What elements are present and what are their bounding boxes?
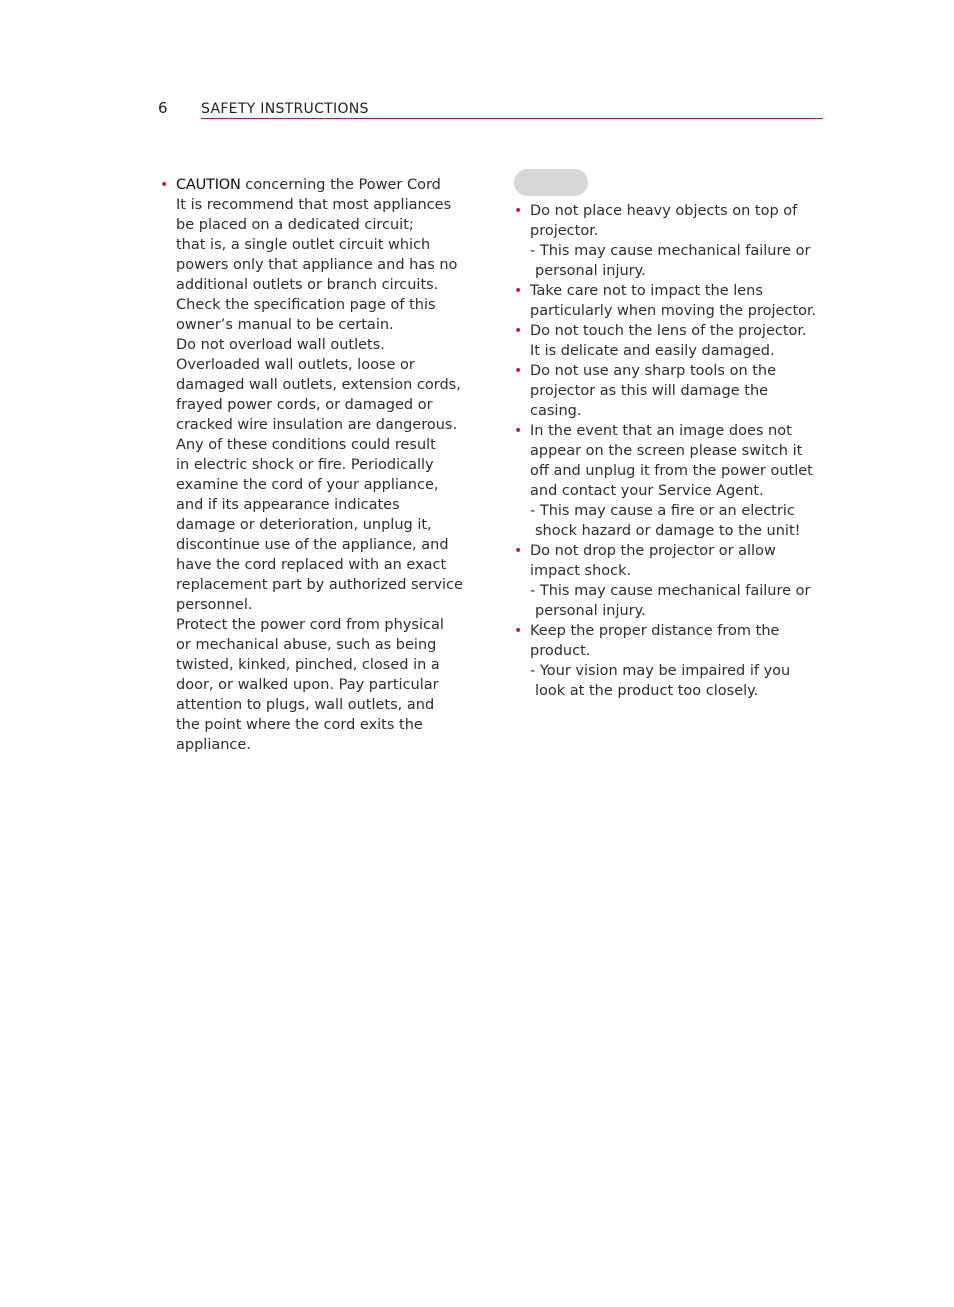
caution-line: attention to plugs, wall outlets, and — [176, 697, 435, 713]
bullet-line: particularly when moving the projector. — [530, 303, 817, 319]
caution-line: have the cord replaced with an exact — [176, 557, 447, 573]
caution-bullet-item — [160, 175, 463, 755]
page-number: 6 — [158, 99, 168, 117]
bullet-line: projector as this will damage the — [530, 383, 769, 399]
bullet-line: Take care not to impact the lens — [530, 283, 763, 299]
bullet-sub-line: - This may cause a fire or an electric — [530, 503, 795, 519]
caution-line: be placed on a dedicated circuit; — [176, 217, 414, 233]
bullet-line: off and unplug it from the power outlet — [530, 463, 813, 479]
bullet-line: Keep the proper distance from the — [530, 623, 780, 639]
caution-line: Protect the power cord from physical — [176, 617, 444, 633]
right-bullet-item — [514, 541, 814, 621]
right-bullet-item — [514, 201, 814, 281]
caution-line: damaged wall outlets, extension cords, — [176, 377, 461, 393]
right-bullet-item — [514, 321, 814, 361]
bullet-line: projector. — [530, 223, 599, 239]
right-bullet-item — [514, 421, 814, 541]
bullet-line: appear on the screen please switch it — [530, 443, 803, 459]
caution-line: owner’s manual to be certain. — [176, 317, 394, 333]
caution-line: cracked wire insulation are dangerous. — [176, 417, 458, 433]
header-rule — [201, 118, 823, 119]
bullet-line: and contact your Service Agent. — [530, 483, 764, 499]
section-title: SAFETY INSTRUCTIONS — [201, 101, 369, 117]
right-bullet-item — [514, 281, 817, 321]
bullet-line: Do not place heavy objects on top of — [530, 203, 798, 219]
bullet-sub-line: - This may cause mechanical failure or — [530, 583, 811, 599]
caution-line: damage or deterioration, unplug it, — [176, 517, 432, 533]
left-column — [160, 175, 463, 755]
caution-heading-rest: concerning the Power Cord — [240, 177, 441, 193]
right-column — [514, 201, 817, 701]
caution-line: Check the specification page of this — [176, 297, 436, 313]
bullet-icon: • — [514, 203, 523, 219]
caution-line: in electric shock or fire. Periodically — [176, 457, 434, 473]
caution-line: examine the cord of your appliance, — [176, 477, 439, 493]
bullet-icon: • — [514, 323, 523, 339]
caution-line: additional outlets or branch circuits. — [176, 277, 439, 293]
bullet-icon: • — [514, 623, 523, 639]
caution-line: personnel. — [176, 597, 253, 613]
caution-line: twisted, kinked, pinched, closed in a — [176, 657, 440, 673]
right-bullet-item — [514, 361, 814, 421]
bullet-line: impact shock. — [530, 563, 632, 579]
note-label-pill — [514, 169, 588, 196]
caution-line: the point where the cord exits the — [176, 717, 423, 733]
caution-line: powers only that appliance and has no — [176, 257, 458, 273]
bullet-sub-line: - This may cause mechanical failure or — [530, 243, 811, 259]
bullet-icon: • — [160, 177, 169, 193]
caution-line: frayed power cords, or damaged or — [176, 397, 433, 413]
bullet-line: Do not touch the lens of the projector. — [530, 323, 807, 339]
bullet-line: Do not drop the projector or allow — [530, 543, 776, 559]
caution-line: discontinue use of the appliance, and — [176, 537, 449, 553]
caution-line: replacement part by authorized service — [176, 577, 463, 593]
bullet-icon: • — [514, 363, 523, 379]
bullet-line: Do not use any sharp tools on the — [530, 363, 777, 379]
bullet-sub-line: personal injury. — [535, 263, 646, 279]
bullet-line: product. — [530, 643, 591, 659]
bullet-icon: • — [514, 283, 523, 299]
bullet-sub-line: shock hazard or damage to the unit! — [535, 523, 801, 539]
bullet-line: In the event that an image does not — [530, 423, 792, 439]
bullet-sub-line: personal injury. — [535, 603, 646, 619]
caution-line: and if its appearance indicates — [176, 497, 400, 513]
caution-heading-line — [176, 175, 460, 195]
bullet-sub-line: - Your vision may be impaired if you — [530, 663, 791, 679]
caution-line: Overloaded wall outlets, loose or — [176, 357, 415, 373]
caution-line: that is, a single outlet circuit which — [176, 237, 431, 253]
caution-line: or mechanical abuse, such as being — [176, 637, 437, 653]
caution-line: Any of these conditions could result — [176, 437, 436, 453]
bullet-line: casing. — [530, 403, 582, 419]
caution-word: CAUTION — [176, 177, 241, 193]
caution-line: It is recommend that most appliances — [176, 197, 452, 213]
caution-line: Do not overload wall outlets. — [176, 337, 385, 353]
bullet-line: It is delicate and easily damaged. — [530, 343, 775, 359]
caution-line: door, or walked upon. Pay particular — [176, 677, 439, 693]
caution-line: appliance. — [176, 737, 251, 753]
bullet-icon: • — [514, 543, 523, 559]
bullet-sub-line: look at the product too closely. — [535, 683, 759, 699]
right-bullet-item — [514, 621, 814, 701]
bullet-icon: • — [514, 423, 523, 439]
